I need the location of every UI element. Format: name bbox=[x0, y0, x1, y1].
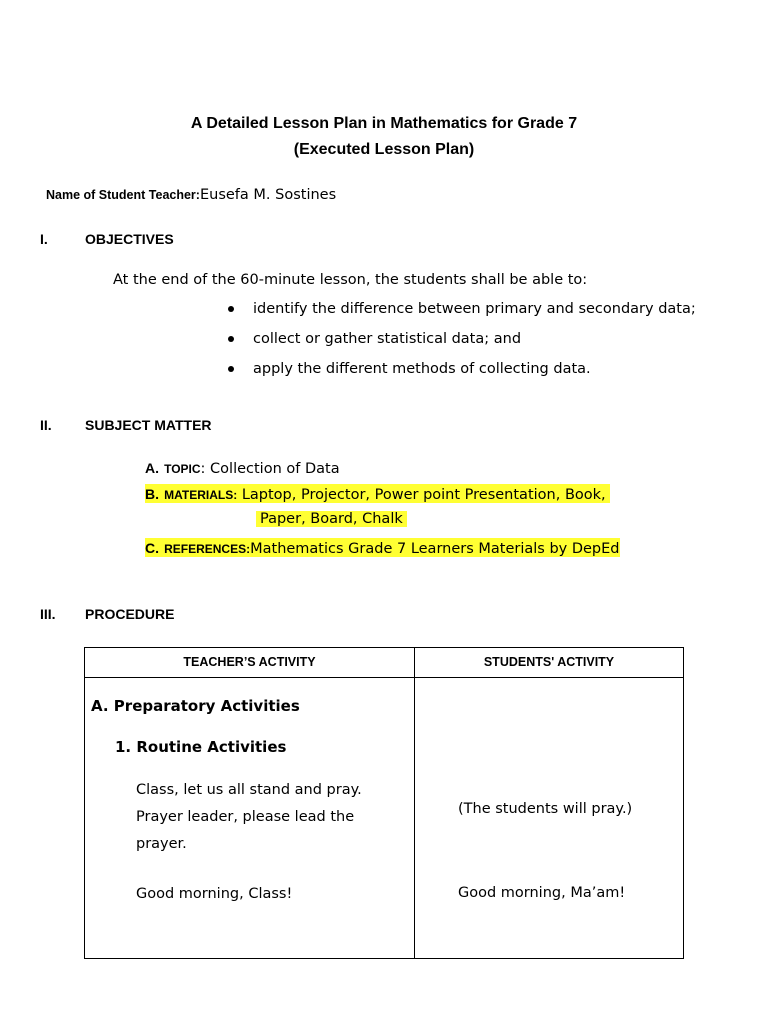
teacher-line: Good morning, Class! bbox=[136, 886, 293, 902]
objective-bullet bbox=[228, 301, 696, 317]
preparatory-activities-heading: A. Preparatory Activities bbox=[91, 697, 300, 715]
teacher-line: prayer. bbox=[136, 836, 187, 852]
teacher-line: Class, let us all stand and pray. bbox=[136, 782, 362, 798]
objectives-intro: At the end of the 60-minute lesson, the students shall be able to: bbox=[113, 272, 588, 288]
student-teacher-label: Name of Student Teacher: bbox=[46, 188, 200, 202]
references-letter: C. bbox=[145, 540, 159, 556]
objective-text: identify the difference between primary and secondary data; bbox=[253, 301, 696, 317]
procedure-table bbox=[84, 647, 684, 959]
routine-activities-heading: 1. Routine Activities bbox=[115, 738, 287, 756]
materials-value-continued: Paper, Board, Chalk bbox=[256, 511, 407, 527]
objectives-numeral: I. bbox=[40, 231, 48, 247]
bullet-icon bbox=[228, 366, 234, 372]
objectives-heading: OBJECTIVES bbox=[85, 231, 174, 247]
topic-separator: : bbox=[200, 461, 211, 477]
subject-matter-heading: SUBJECT MATTER bbox=[85, 417, 212, 433]
teacher-line: Prayer leader, please lead the bbox=[136, 809, 355, 825]
teacher-activity-header: TEACHER’S ACTIVITY bbox=[183, 655, 316, 669]
bullet-icon bbox=[228, 306, 234, 312]
subject-matter-numeral: II. bbox=[40, 417, 52, 433]
materials-value: Laptop, Projector, Power point Presentation, Book, bbox=[241, 487, 606, 503]
objective-text: apply the different methods of collecting data. bbox=[253, 361, 591, 377]
student-teacher-name: Eusefa M. Sostines bbox=[199, 187, 337, 203]
table-header-divider bbox=[85, 677, 683, 678]
materials-label: MATERIALS: bbox=[164, 488, 238, 502]
topic-letter: A. bbox=[145, 460, 159, 476]
references-row bbox=[145, 538, 620, 557]
topic-row bbox=[145, 458, 340, 477]
procedure-heading: PROCEDURE bbox=[85, 606, 175, 622]
materials-letter: B. bbox=[145, 486, 159, 502]
student-response: Good morning, Ma’am! bbox=[458, 885, 626, 901]
topic-value: Collection of Data bbox=[210, 461, 340, 477]
objective-text: collect or gather statistical data; and bbox=[253, 331, 522, 347]
references-label: REFERENCES: bbox=[164, 542, 251, 556]
table-column-divider bbox=[414, 648, 415, 958]
objective-bullet bbox=[228, 361, 591, 377]
document-subtitle: (Executed Lesson Plan) bbox=[293, 141, 475, 158]
objective-bullet bbox=[228, 331, 521, 347]
materials-row bbox=[145, 484, 610, 503]
topic-label: TOPIC bbox=[164, 462, 201, 476]
procedure-numeral: III. bbox=[40, 606, 56, 622]
student-response: (The students will pray.) bbox=[458, 801, 633, 817]
students-activity-header: STUDENTS' ACTIVITY bbox=[483, 655, 615, 669]
bullet-icon bbox=[228, 336, 234, 342]
references-value: Mathematics Grade 7 Learners Materials by DepEd bbox=[250, 541, 620, 557]
document-title: A Detailed Lesson Plan in Mathematics for Grade 7 bbox=[190, 115, 578, 132]
student-teacher-row bbox=[46, 184, 336, 203]
